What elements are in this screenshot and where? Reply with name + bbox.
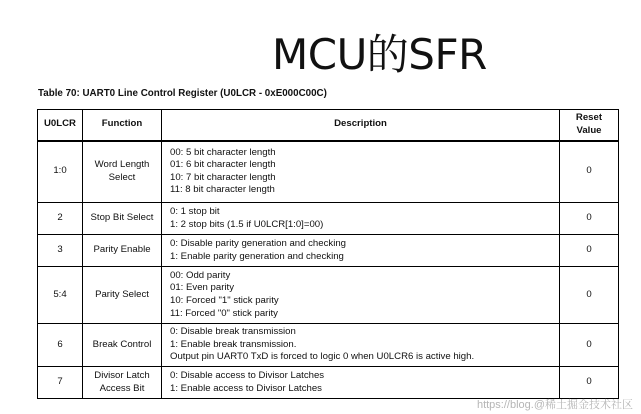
description-line: 10: 7 bit character length	[170, 171, 276, 183]
bits-cell: 5:4	[38, 267, 83, 324]
header-reset-line1: Reset	[575, 112, 603, 124]
table-row	[38, 267, 619, 324]
description-line: 11: 8 bit character length	[170, 184, 275, 196]
bits-cell: 3	[38, 235, 83, 267]
header-reset-value	[560, 110, 619, 141]
table-row	[38, 324, 619, 367]
description-line: 1: 2 stop bits (1.5 if U0LCR[1:0]=00)	[170, 218, 324, 230]
bits-cell: 7	[38, 367, 83, 399]
description-line: 1: Enable access to Divisor Latches	[170, 382, 322, 394]
description-line: 10: Forced "1" stick parity	[170, 295, 279, 306]
header-row	[38, 110, 619, 141]
table-row	[38, 367, 619, 399]
description-line: 1: Enable break transmission.	[170, 338, 297, 350]
function-cell	[83, 141, 162, 203]
function-cell	[83, 235, 162, 267]
function-line: Access Bit	[99, 382, 145, 394]
reset-cell: 0	[560, 267, 619, 324]
function-line: Parity Enable	[93, 244, 151, 256]
description-line: 0: Disable break transmission	[170, 326, 296, 338]
function-cell	[83, 267, 162, 324]
description-line: 0: Disable parity generation and checking	[170, 237, 346, 249]
description-line: 00: 5 bit character length	[170, 146, 276, 158]
function-line: Select	[108, 171, 136, 183]
header-description: Description	[162, 110, 560, 141]
table-row	[38, 203, 619, 235]
function-cell	[83, 324, 162, 367]
header-reset-line2: Value	[576, 124, 602, 136]
table-caption: Table 70: UART0 Line Control Register (U0LCR - 0xE000C00C)	[38, 88, 327, 99]
description-line: 1: Enable parity generation and checking	[170, 250, 344, 262]
description-line: 11: Forced "0" stick parity	[170, 307, 278, 319]
table-row	[38, 235, 619, 267]
table-row	[38, 141, 619, 203]
description-line: 0: 1 stop bit	[170, 205, 220, 217]
description-line: 01: Even parity	[170, 282, 234, 294]
description-cell	[162, 267, 560, 324]
description-cell	[162, 141, 560, 203]
bits-cell: 1:0	[38, 141, 83, 203]
header-bits: U0LCR	[38, 110, 83, 141]
slide-title: MCU的SFR	[272, 30, 487, 79]
function-line: Break Control	[92, 338, 152, 350]
reset-cell: 0	[560, 367, 619, 399]
header-function: Function	[83, 110, 162, 141]
description-line: 0: Disable access to Divisor Latches	[170, 369, 325, 381]
description-line: 01: 6 bit character length	[170, 159, 276, 171]
function-line: Word Length	[94, 159, 150, 171]
description-line: 00: Odd parity	[170, 269, 231, 281]
function-cell	[83, 367, 162, 399]
register-table	[37, 109, 619, 399]
bits-cell: 2	[38, 203, 83, 235]
description-cell	[162, 324, 560, 367]
description-cell	[162, 203, 560, 235]
function-line: Parity Select	[95, 288, 149, 300]
function-line: Stop Bit Select	[90, 212, 154, 224]
reset-cell: 0	[560, 141, 619, 203]
reset-cell: 0	[560, 324, 619, 367]
function-line: Divisor Latch	[94, 369, 150, 381]
reset-cell: 0	[560, 235, 619, 267]
bits-cell: 6	[38, 324, 83, 367]
description-cell	[162, 367, 560, 399]
function-cell	[83, 203, 162, 235]
reset-cell: 0	[560, 203, 619, 235]
description-cell	[162, 235, 560, 267]
description-line: Output pin UART0 TxD is forced to logic 0 when U0LCR6 is active high.	[170, 351, 475, 363]
watermark: https://blog.@稀土掘金技术社区	[476, 399, 633, 411]
